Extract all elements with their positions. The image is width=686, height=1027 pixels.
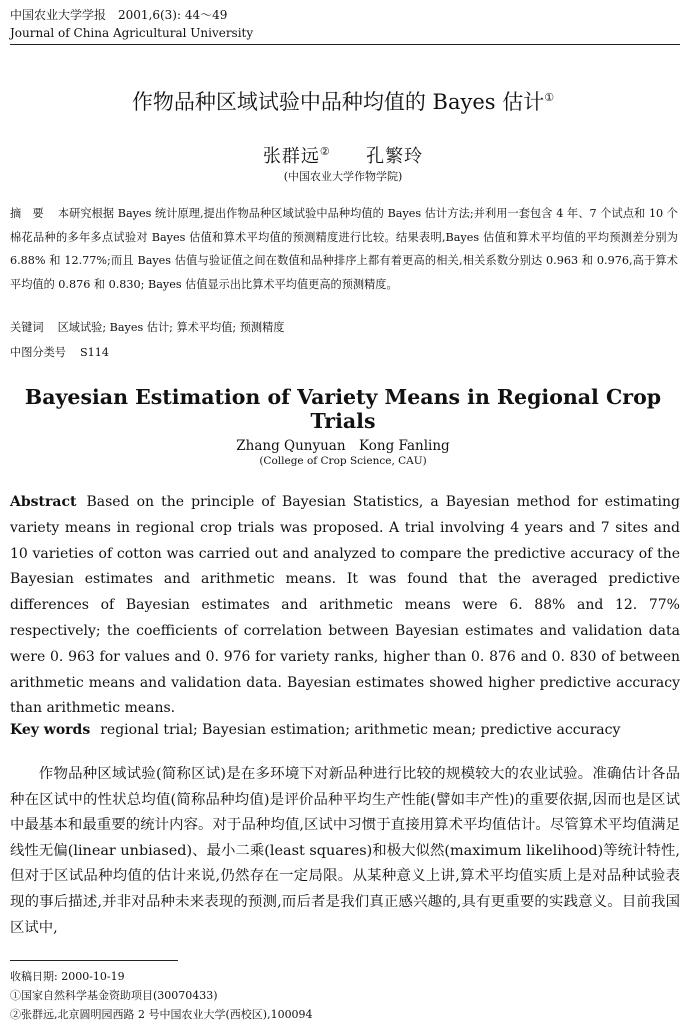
classification-cn bbox=[10, 343, 678, 363]
journal-citation-cn: 中国农业大学学报 2001,6(3): 44～49 bbox=[10, 8, 228, 22]
header-rule bbox=[10, 44, 680, 45]
authors-cn bbox=[0, 142, 686, 168]
footnotes bbox=[10, 967, 680, 1024]
journal-header bbox=[10, 6, 680, 42]
title-cn-footnote-mark: ① bbox=[544, 91, 555, 104]
body-paragraph-cn: 作物品种区域试验(简称区试)是在多环境下对新品种进行比较的规模较大的农业试验。准确估计各品种在区试中的性状总均值(简称品种均值)是评价品种平均生产性能(譬如丰产性)的重要依据,因而也是区试中最基本和最重要的统计内容。对于品种均值,区试中习惯于直接用算术平均值估计。尽管算术平均值满足线性无偏(linear unbiased)、最小二乘(least squares)和极大似然(maximum likelihood)等统计特性,但对于区试品种均值的估计来说,仍然存在一定局限。从某种意义上讲,算术平均值实质上是对品种试验表现的事后描述,并非对品种未来表现的预测,而后者是我们真正感兴趣的,具有更重要的实践意义。目前我国区试中, bbox=[10, 766, 680, 936]
affiliation-cn: (中国农业大学作物学院) bbox=[283, 170, 403, 183]
keywords-en bbox=[10, 718, 680, 742]
footnote-rule bbox=[10, 960, 178, 961]
keywords-cn-text: 区域试验; Bayes 估计; 算术平均值; 预测精度 bbox=[57, 321, 285, 334]
keywords-cn-label: 关键词 bbox=[10, 321, 44, 334]
title-en: Bayesian Estimation of Variety Means in Regional Crop Trials bbox=[24, 385, 662, 433]
affiliation-en: (College of Crop Science, CAU) bbox=[259, 455, 427, 467]
abstract-en-label: Abstract bbox=[10, 494, 77, 510]
abstract-cn-label: 摘 要 bbox=[10, 207, 44, 220]
author-footnote-mark: ② bbox=[319, 145, 331, 158]
footnote-fund: ①国家自然科学基金资助项目(30070433) bbox=[10, 989, 218, 1002]
abstract-en bbox=[10, 490, 680, 722]
classification-cn-text: S114 bbox=[79, 346, 109, 359]
abstract-cn-text: 本研究根据 Bayes 统计原理,提出作物品种区域试验中品种均值的 Bayes 估计方法;并利用一套包含 4 年、7 个试点和 10 个棉花品种的多年多点试验对 Bayes 估值和算术平均值的预测精度进行比较。结果表明,Bayes 估值和算术平均值的平均预测差分别为 6.88% 和 12.77%;而且 Bayes 估值与验证值之间在数值和品种排序上都有着更高的相关,相关系数分别达 0.963 和 0.976,高于算术平均值的 0.876 和 0.830; Bayes 估值显示出比算术平均值更高的预测精度。 bbox=[10, 207, 678, 291]
footnote-author: ②张群远,北京圆明园西路 2 号中国农业大学(西校区),100094 bbox=[10, 1008, 313, 1021]
authors-en: Zhang Qunyuan Kong Fanling bbox=[236, 438, 450, 454]
abstract-cn bbox=[10, 202, 678, 296]
author-cn-1: 张群远 bbox=[262, 146, 320, 167]
keywords-cn bbox=[10, 318, 678, 338]
title-cn bbox=[0, 86, 686, 116]
keywords-en-label: Key words bbox=[10, 722, 91, 738]
classification-cn-label: 中图分类号 bbox=[10, 346, 66, 359]
author-cn-2: 孔繁玲 bbox=[366, 146, 424, 167]
keywords-en-text: regional trial; Bayesian estimation; arithmetic mean; predictive accuracy bbox=[100, 722, 621, 738]
footnote-received: 收稿日期: 2000-10-19 bbox=[10, 970, 125, 983]
title-cn-text: 作物品种区域试验中品种均值的 Bayes 估计 bbox=[131, 90, 545, 114]
journal-name-en: Journal of China Agricultural University bbox=[10, 26, 254, 40]
abstract-en-text: Based on the principle of Bayesian Statistics, a Bayesian method for estimating variety means in regional crop trials was proposed. A trial involving 4 years and 7 sites and 10 varieties of cotton was carried out and analyzed to compare the predictive accuracy of the Bayesian estimates and arithmetic means. It was found that the averaged predictive differences of Bayesian estimates and arithmetic means were 6. 88% and 12. 77% respectively; the coefficients of correlation between Bayesian estimates and validation data were 0. 963 for values and 0. 976 for variety ranks, higher than 0. 876 and 0. 830 of between arithmetic means and validation data. Bayesian estimates showed higher predictive accuracy than arithmetic means. bbox=[10, 494, 680, 717]
